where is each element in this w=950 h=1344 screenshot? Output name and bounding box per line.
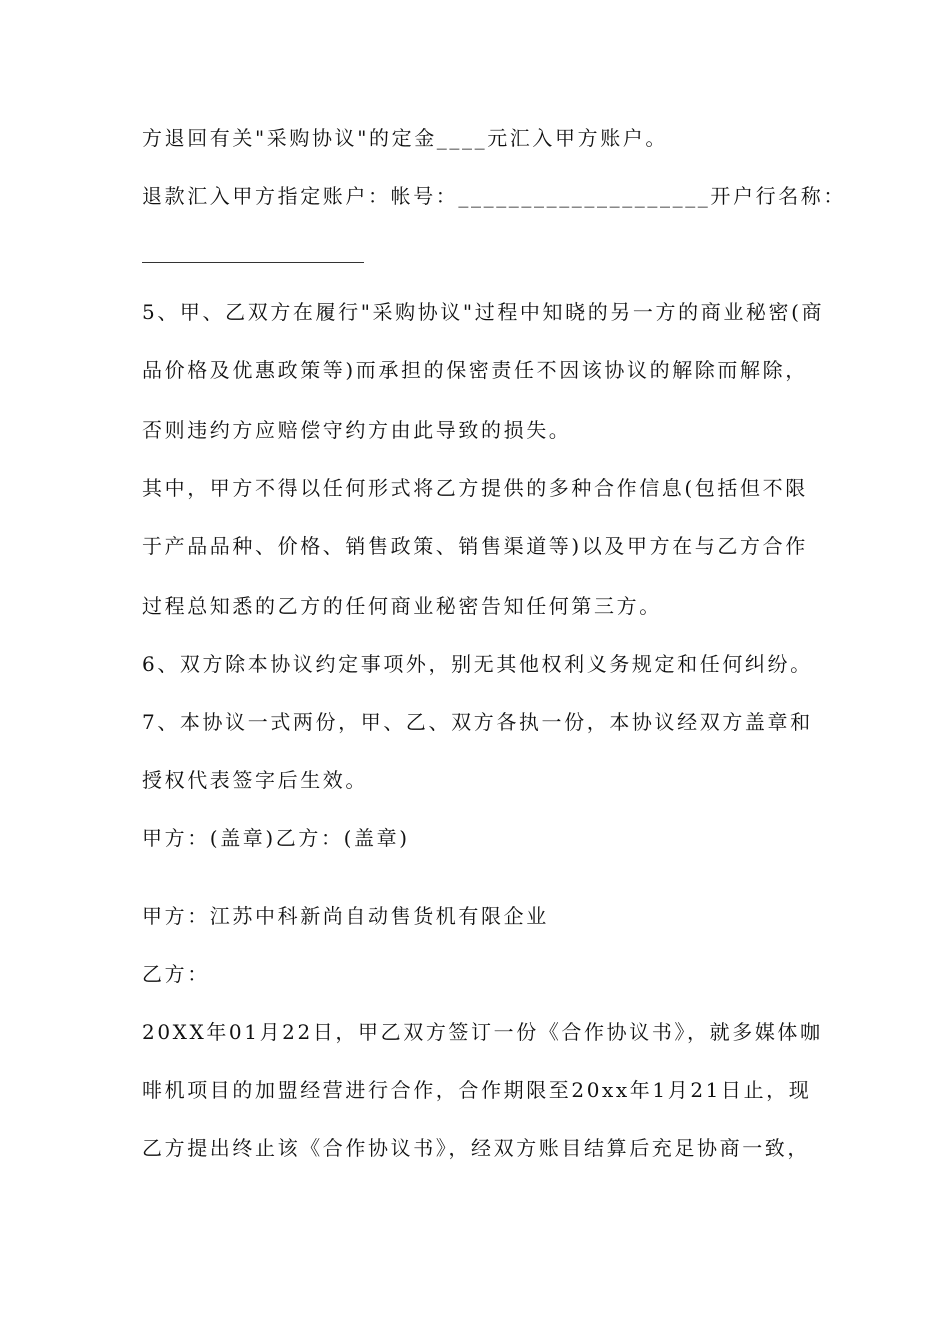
text-line: 退款汇入甲方指定账户：帐号：____________________开户行名称： — [142, 184, 846, 208]
text-line: 过程总知悉的乙方的任何商业秘密告知任何第三方。 — [142, 594, 662, 618]
signature-line: 甲方：(盖章)乙方：(盖章) — [142, 826, 410, 850]
text-line: 方退回有关"采购协议"的定金____元汇入甲方账户。 — [142, 126, 668, 150]
text-line: 啡机项目的加盟经营进行合作，合作期限至20xx年1月21日止，现 — [142, 1078, 812, 1102]
text-line: 7、本协议一式两份，甲、乙、双方各执一份，本协议经双方盖章和 — [142, 710, 813, 734]
party-a-line: 甲方：江苏中科新尚自动售货机有限企业 — [142, 904, 549, 928]
text-line: 品价格及优惠政策等)而承担的保密责任不因该协议的解除而解除， — [142, 358, 808, 382]
text-line: 其中，甲方不得以任何形式将乙方提供的多种合作信息(包括但不限 — [142, 476, 808, 500]
text-line: 6、双方除本协议约定事项外，别无其他权利义务规定和任何纠纷。 — [142, 652, 813, 676]
text-line: 5、甲、乙双方在履行"采购协议"过程中知晓的另一方的商业秘密(商 — [142, 300, 825, 324]
text-line: 乙方提出终止该《合作协议书》，经双方账目结算后充足协商一致， — [142, 1136, 810, 1160]
text-line: 20XX年01月22日，甲乙双方签订一份《合作协议书》，就多媒体咖 — [142, 1020, 823, 1044]
text-line: 否则违约方应赔偿守约方由此导致的损失。 — [142, 418, 572, 442]
party-b-line: 乙方： — [142, 962, 210, 986]
text-line: 授权代表签字后生效。 — [142, 768, 368, 792]
text-line: 于产品品种、价格、销售政策、销售渠道等)以及甲方在与乙方合作 — [142, 534, 808, 558]
fill-in-blank-line — [142, 262, 364, 263]
